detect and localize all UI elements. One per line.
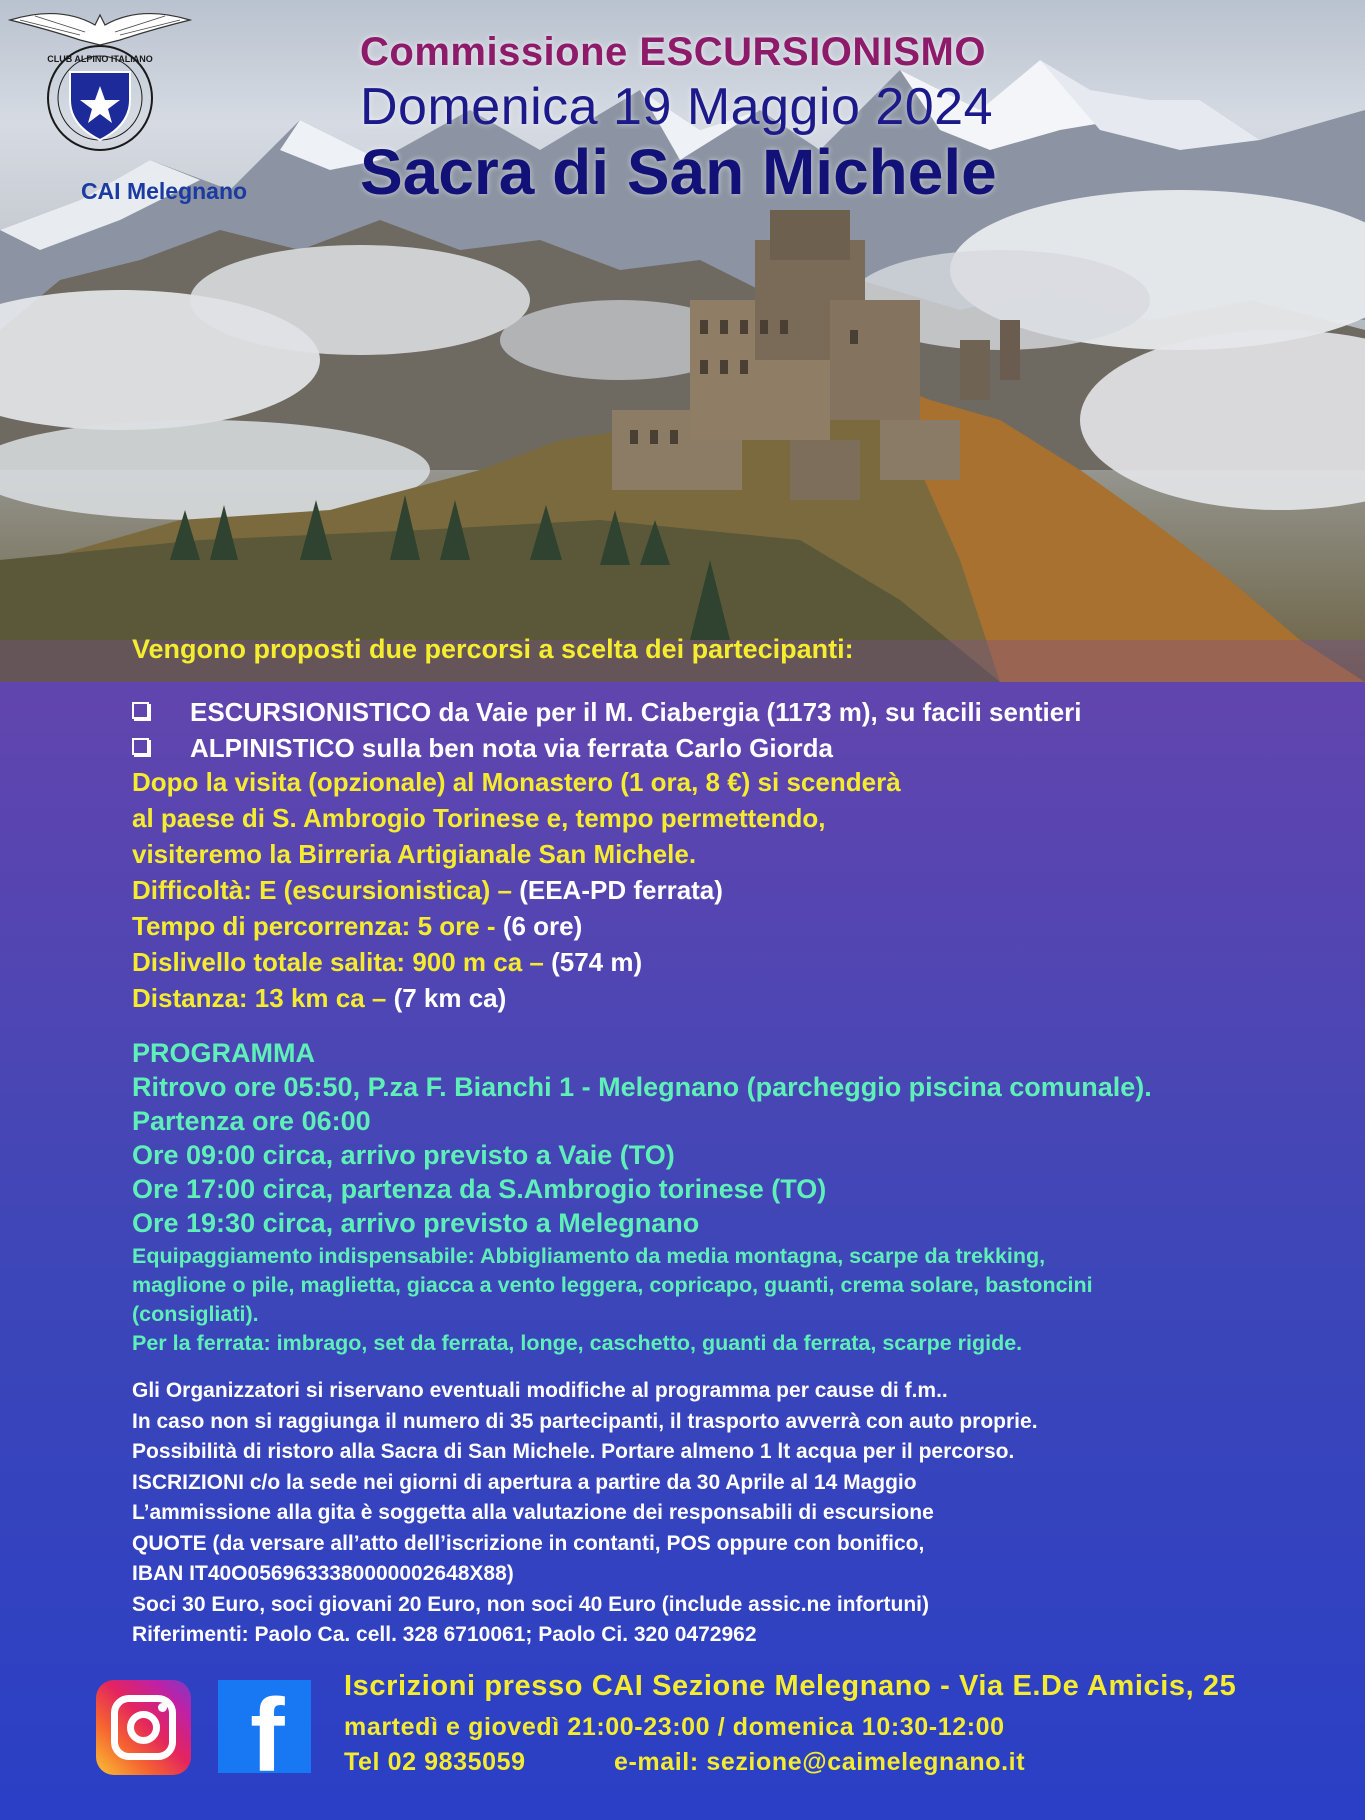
note-line: Riferimenti: Paolo Ca. cell. 328 6710061; Paolo Ci. 320 0472962 [132, 1623, 757, 1646]
programma-line: Ore 09:00 circa, arrivo previsto a Vaie (TO) [132, 1140, 675, 1170]
stat-label: Dislivello totale salita: 900 m ca – [132, 947, 552, 977]
note-line: L’ammissione alla gita è soggetta alla valutazione dei responsabili di escursione [132, 1501, 934, 1524]
equipment-line: (consigliati). [132, 1302, 259, 1326]
stat-elevation [132, 944, 901, 980]
route-label: ALPINISTICO sulla ben nota via ferrata Carlo Giorda [190, 733, 833, 763]
logo-ring-text: CLUB ALPINO ITALIANO [47, 54, 153, 64]
stat-alt: (574 m) [551, 947, 643, 977]
visit-line: Dopo la visita (opzionale) al Monastero (1 ora, 8 €) si scenderà [132, 767, 901, 797]
note-line: ISCRIZIONI c/o la sede nei giorni di apertura a partire da 30 Aprile al 14 Maggio [132, 1470, 917, 1494]
logo-name: CAI Melegnano [80, 178, 248, 204]
stat-label: Tempo di percorrenza: 5 ore - [132, 911, 503, 941]
programma-heading: PROGRAMMA [132, 1038, 315, 1068]
stat-alt: (6 ore) [502, 911, 583, 941]
footer-email[interactable]: e-mail: sezione@caimelegnano.it [614, 1748, 1026, 1776]
programma-section [132, 1036, 1152, 1240]
note-line: IBAN IT40O0569633380000002648X88) [132, 1562, 514, 1585]
facebook-icon[interactable] [218, 1680, 311, 1773]
stat-alt: (EEA-PD ferrata) [519, 875, 723, 905]
footer-hours: martedì e giovedì 21:00-23:00 / domenica 10:30-12:00 [344, 1713, 1005, 1741]
notes-section [132, 1376, 1038, 1651]
note-line: Soci 30 Euro, soci giovani 20 Euro, non soci 40 Euro (include assic.ne infortuni) [132, 1592, 930, 1616]
footer-contact-line [344, 1748, 1236, 1777]
visit-line: al paese di S. Ambrogio Torinese e, tempo permettendo, [132, 803, 826, 833]
stat-label: Difficoltà: E (escursionistica) – [132, 875, 520, 905]
hero-photo [0, 0, 1365, 682]
equipment-line: maglione o pile, maglietta, giacca a vento leggera, copricapo, guanti, crema solare, bastoncini [132, 1273, 1093, 1297]
routes-list [132, 694, 1082, 766]
stat-label: Distanza: 13 km ca – [132, 983, 394, 1013]
programma-line: Partenza ore 06:00 [132, 1106, 371, 1136]
instagram-icon[interactable] [96, 1680, 191, 1775]
programma-line: Ritrovo ore 05:50, P.za F. Bianchi 1 - Melegnano (parcheggio piscina comunale). [132, 1072, 1152, 1102]
details-block [132, 764, 901, 1016]
note-line: Gli Organizzatori si riservano eventuali modifiche al programma per cause di f.m.. [132, 1379, 948, 1402]
equipment-line: Equipaggiamento indispensabile: Abbigliamento da media montagna, scarpe da trekking, [132, 1244, 1046, 1268]
equipment-section [132, 1242, 1093, 1358]
checkbox-icon [132, 738, 149, 755]
footer-phone: Tel 02 9835059 [344, 1748, 526, 1776]
programma-line: Ore 17:00 circa, partenza da S.Ambrogio torinese (TO) [132, 1174, 827, 1204]
note-line: In caso non si raggiunga il numero di 35 partecipanti, il trasporto avverrà con auto proprie. [132, 1409, 1038, 1433]
note-line: Possibilità di ristoro alla Sacra di San Michele. Portare almeno 1 lt acqua per il percorso. [132, 1440, 1015, 1463]
visit-line: visiteremo la Birreria Artigianale San Michele. [132, 839, 697, 869]
footer-address: Iscrizioni presso CAI Sezione Melegnano - Via E.De Amicis, 25 [344, 1670, 1237, 1702]
equipment-line: Per la ferrata: imbrago, set da ferrata, longe, caschetto, guanti da ferrata, scarpe rigide. [132, 1331, 1023, 1355]
commission-title: Commissione ESCURSIONISMO [360, 30, 986, 74]
stat-time [132, 908, 901, 944]
cai-logo [0, 0, 200, 175]
event-date: Domenica 19 Maggio 2024 [360, 78, 994, 136]
event-title: Sacra di San Michele [360, 136, 997, 208]
intro-text: Vengono proposti due percorsi a scelta dei partecipanti: [132, 634, 854, 664]
stat-alt: (7 km ca) [393, 983, 507, 1013]
title-block [360, 30, 1140, 209]
route-item [132, 730, 1082, 766]
stat-difficulty [132, 872, 901, 908]
programma-line: Ore 19:30 circa, arrivo previsto a Melegnano [132, 1208, 700, 1238]
facebook-glyph: f [250, 1680, 285, 1773]
route-label: ESCURSIONISTICO da Vaie per il M. Ciabergia (1173 m), su facili sentieri [190, 697, 1082, 727]
stat-distance [132, 980, 901, 1016]
route-item [132, 694, 1082, 730]
checkbox-icon [132, 702, 149, 719]
note-line: QUOTE (da versare all’atto dell’iscrizione in contanti, POS oppure con bonifico, [132, 1531, 925, 1555]
footer-contacts [344, 1670, 1236, 1777]
